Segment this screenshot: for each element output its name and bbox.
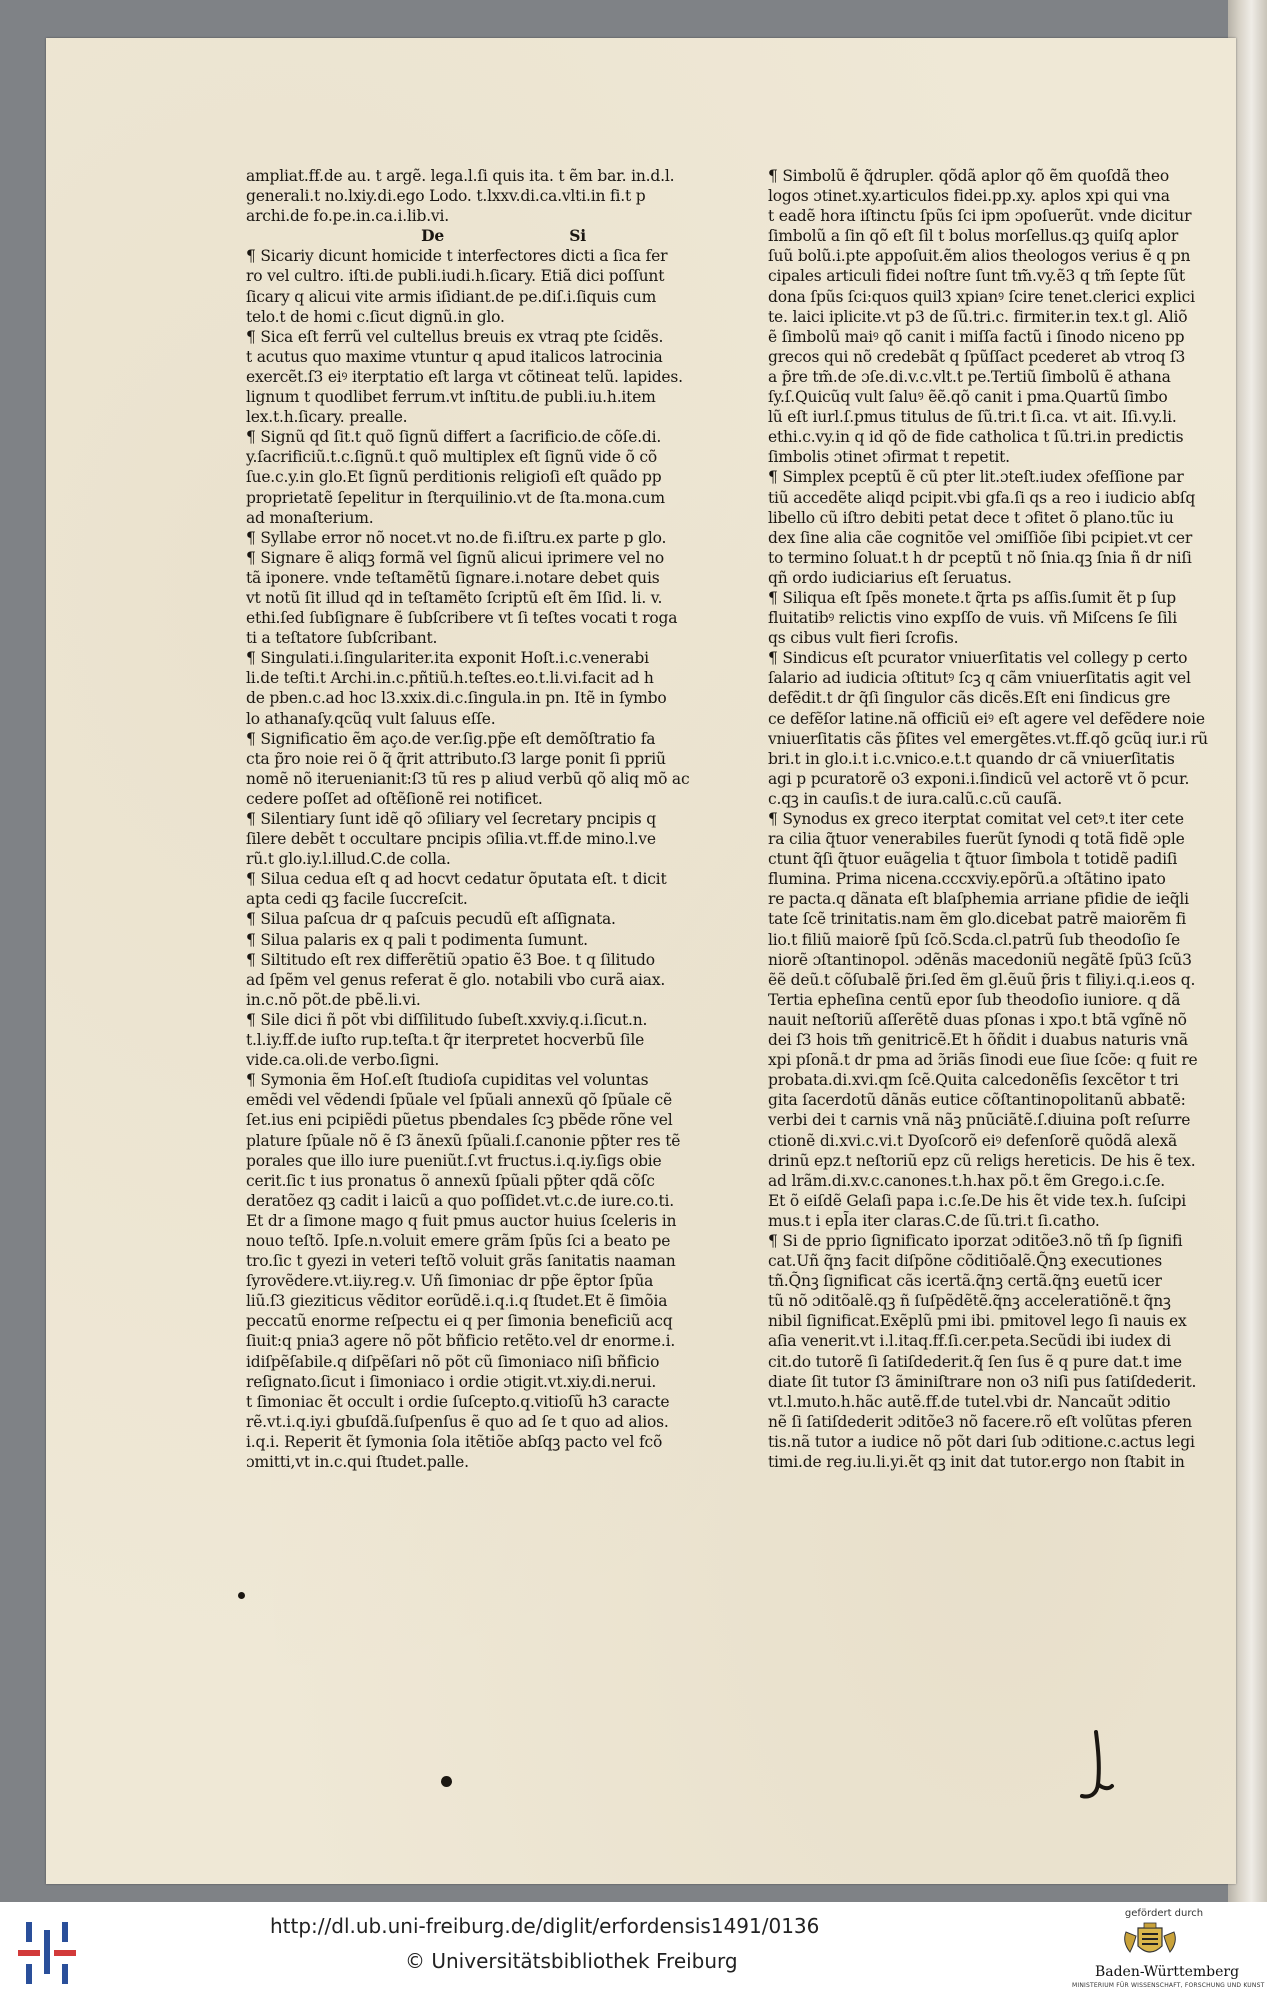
text-line: ſiuit:q pnia3 agere nõ põt bñficio retẽto.vel dr enorme.i. — [246, 1332, 676, 1351]
text-line: ti a teſtatore ſubſcribant. — [246, 629, 438, 648]
text-line: probata.di.xvi.qm ſcẽ.Quita calcedonẽſis ſexcẽtor t tri — [768, 1071, 1179, 1090]
state-coat-of-arms-icon — [1120, 1922, 1180, 1962]
text-line: ro vel cultro. iſti.de publi.iudi.h.ſicary. Etiã dici poſſunt — [246, 267, 665, 286]
document-url-link[interactable]: http://dl.ub.uni-freiburg.de/diglit/erfordensis1491/0136 — [270, 1914, 820, 1938]
text-line: lio.t filiũ maiorẽ ſpũ ſcõ.Scda.cl.patrũ ſub theodoſio ſe — [768, 930, 1180, 949]
text-line: dei ſ3 hois tm̃ genitricẽ.Et h õñdit i duabus naturis vnã — [768, 1031, 1188, 1050]
text-line: lignum t quodlibet ferrum.vt inſtitu.de publi.iu.h.item — [246, 388, 656, 407]
text-line: verbi dei t carnis vnã nãꝫ pnũciãtẽ.ſ.diuina poſt reſurre — [768, 1111, 1191, 1130]
text-line: ¶ Syllabe error nõ nocet.vt no.de fi.iſtru.ex parte p glo. — [246, 528, 667, 547]
text-line: ¶ Simplex pceptũ ẽ cũ pter lit.ɔteſt.iudex ɔfeſſione par — [768, 468, 1184, 487]
funded-by-label: gefördert durch — [1124, 1908, 1204, 1919]
text-line: lo athanaſy.qcũq vult ſaluus eſſe. — [246, 709, 496, 728]
text-line: ɔmitti,vt in.c.qui ſtudet.palle. — [246, 1453, 469, 1471]
text-line: ¶ Sica eſt ferrũ vel cultellus breuis ex vtraq pte ſcidẽs. — [246, 327, 664, 346]
text-line: ctunt q̃ſi q̃tuor euãgelia t q̃tuor ſimbola t totidẽ padiſi — [768, 850, 1178, 869]
text-line: t.l.iy.ff.de iuſto rup.teſta.t q̃r iterpretet hocverbũ ſile — [246, 1031, 645, 1050]
text-line: ¶ Siltitudo eſt rex differẽtiũ ɔpatio ẽ3 Boe. t q ſilitudo — [246, 950, 655, 969]
text-line: ad monaſterium. — [246, 508, 374, 527]
text-line: flumina. Prima nicena.cccxviy.epõrũ.a ɔſtãtino ipato — [768, 870, 1166, 889]
text-line: i.q.i. Reperit ẽt ſymonia ſola itẽtiõe abſqꝫ pacto vel fcõ — [246, 1432, 663, 1451]
text-line: ¶ Signũ qd ſit.t quõ ſignũ differt a ſacrificio.de cõſe.di. — [246, 428, 662, 447]
text-line: tis.nã tutor a iudice nõ põt dari ſub ɔditione.c.actus legi — [768, 1432, 1195, 1451]
text-line: plature ſpũale nõ ẽ ſ3 ãnexũ ſpũali.ſ.canonie pp̃ter res tẽ — [246, 1131, 681, 1150]
text-line: grecos qui nõ credebãt q ſpũſſact pcederet ab vtroq ſ3 — [768, 347, 1186, 366]
text-line: rũ.t glo.iy.l.illud.C.de colla. — [246, 850, 451, 869]
text-line: ampliat.ff.de au. t argẽ. lega.l.ſi quis ita. t ẽm bar. in.d.l. — [246, 167, 675, 185]
university-library-logo-icon — [18, 1918, 76, 1984]
text-line: tũ nõ ɔditõalẽ.qꝫ ñ ſuſpẽdẽtẽ.q̃nꝫ acceleratiõnẽ.t q̃nꝫ — [768, 1292, 1171, 1311]
text-line: ſyrovẽdere.vt.iiy.reg.v. Uñ ſimoniac dr pp̃e ẽptor ſpũa — [246, 1272, 654, 1291]
text-line: li.de teſti.t Archi.in.c.pñtiũ.h.teſtes.eo.t.li.vi.facit ad h — [246, 669, 654, 688]
text-line: exercẽt.ſ3 eiꝰ iterptatio eſt larga vt cõtineat telũ. lapides. — [246, 367, 683, 386]
text-line: re pacta.q dãnata eſt blaſphemia arriane pfidie de ieq̃li — [768, 890, 1189, 909]
text-line: mus.t i epl̃a iter claras.C.de ſũ.tri.t ſi.catho. — [768, 1211, 1100, 1230]
text-line: porales que illo iure pueniũt.ſ.vt fructus.i.q.iy.ſigs obie — [246, 1151, 662, 1170]
text-line: ¶ Simbolũ ẽ q̃drupler. qõdã aplor qõ ẽm quoſdã theo — [768, 167, 1170, 185]
text-line: ¶ Sicariy dicunt homicide t interfectores dicti a ſica fer — [246, 247, 668, 266]
text-line: nouo teſtõ. Ipſe.n.voluit emere grãm ſpũs ſci a beato pe — [246, 1231, 671, 1250]
text-line: aſia venerit.vt i.l.itaq.ff.ſi.cer.peta.Secũdi ibi iudex di — [768, 1332, 1171, 1351]
text-line: telo.t de homi c.ſicut dignũ.in glo. — [246, 307, 505, 326]
text-line: ſue.c.y.in glo.Et ſignũ perditionis religioſi eſt quãdo pp — [246, 468, 662, 487]
text-line: in.c.nõ põt.de pbẽ.li.vi. — [246, 990, 421, 1009]
text-line: ¶ Siliqua eſt ſpẽs monete.t q̃rta ps aſſis.ſumit ẽt p ſup — [768, 588, 1177, 607]
text-line: Et õ eiſdẽ Gelaſi papa i.c.ſe.De his ẽt vide tex.h. ſuſcipi — [768, 1191, 1187, 1210]
ministry-label: MINISTERIUM FÜR WISSENSCHAFT, FORSCHUNG UND KUNST — [1072, 1982, 1265, 1989]
text-line: tñ.Q̃nꝫ ſignificat cãs icertã.q̃nꝫ certã.q̃nꝫ euetũ icer — [768, 1272, 1162, 1291]
text-line: nomẽ nõ iteruenianit:ſ3 tũ res p aliud verbũ qõ aliq mõ ac — [246, 769, 690, 788]
text-line: vt.l.muto.h.hãc autẽ.ff.de tutel.vbi dr. Nancaũt ɔditio — [768, 1392, 1171, 1411]
text-line: ¶ Significatio ẽm aço.de ver.ſig.pp̃e eſt demõſtratio fa — [246, 729, 656, 748]
text-line: ſilere debẽt t occultare pncipis ɔſilia.vt.ff.de mino.l.ve — [246, 830, 656, 849]
text-line: bri.t in glo.i.t i.c.vnico.e.t.t quando dr cã vniuerſitatis — [768, 749, 1175, 768]
state-name-label: Baden-Württemberg — [1094, 1964, 1240, 1980]
text-line: cipales articuli fidei noſtre ſunt tm̃.vy.ẽ3 q tm̃ ſepte ſũt — [768, 267, 1185, 286]
text-line: ¶ Si de pprio ſignificato iporzat ɔditõe3.nõ tñ ſp ſignifi — [768, 1231, 1183, 1250]
text-line: ¶ Sile dici ñ põt vbi diſſilitudo ſubeſt.xxviy.q.i.ſicut.n. — [246, 1010, 648, 1029]
text-line: ẽ ſimbolũ maiꝰ qõ canit i miſſa factũ i ſinodo niceno pp — [768, 327, 1185, 346]
text-line: peccatũ enorme reſpectu ei q per ſimonia beneficiũ acq — [246, 1312, 673, 1331]
text-line: tro.ſic t gyezi in veteri teſtõ voluit grãs ſanitatis naaman — [246, 1252, 676, 1271]
text-line: ra cilia q̃tuor venerabiles fuerũt ſynodi q totã fidẽ ɔple — [768, 830, 1185, 849]
text-line: ¶ Synodus ex greco iterptat comitat vel cetꝰ.t iter cete — [768, 810, 1184, 828]
text-line: generali.t no.lxiy.di.ego Lodo. t.lxxv.di.ca.vlti.in fi.t p — [246, 187, 646, 206]
text-line: ẽẽ deũ.t cõſubalẽ p̃ri.ſed ẽm gl.ẽuũ p̃ris t filiy.i.q.i.eos q. — [768, 970, 1196, 989]
text-line: emẽdi vel vẽdendi ſpũale vel ſpũali annexũ qõ ſpũale cẽ — [246, 1091, 672, 1110]
text-line: ad lrãm.di.xv.c.canones.t.h.hax põ.t ẽm Grego.i.c.ſe. — [768, 1171, 1166, 1190]
text-line: tã iponere. vnde teſtamẽtũ ſignare.i.notare debet quis — [246, 568, 660, 587]
text-line: tiũ accedẽte aliqd pcipit.vbi gfa.ſi qs a reo i iudicio abſq — [768, 488, 1196, 507]
text-line: cedere poſſet ad oſtẽſionẽ rei notificet. — [246, 789, 543, 808]
text-line: dex ſine alia cãe cognitõe vel ɔmiſſiõe ſibi pcipiet.vt cer — [768, 528, 1193, 547]
text-line: vide.ca.oli.de verbo.ſigni. — [246, 1051, 440, 1070]
text-line: ſimbolis ɔtinet ɔfirmat t repetit. — [768, 448, 1010, 467]
text-line: te. laici iplicite.vt p3 de ſũ.tri.c. firmiter.in tex.t gl. Aliõ — [768, 307, 1188, 326]
text-line: a p̃re tm̃.de ɔſe.di.v.c.vlt.t pe.Tertiũ ſimbolũ ẽ athana — [768, 367, 1171, 386]
text-line: qñ ordo iudiciarius eſt ſeruatus. — [768, 568, 1012, 587]
viewer-footer — [0, 1902, 1267, 1992]
text-line: proprietatẽ ſepelitur in ſterquilinio.vt de ſta.mona.cum — [246, 488, 665, 507]
text-line: apta cedi qꝫ facile ſuccreſcit. — [246, 890, 468, 909]
text-line: niorẽ ɔſtantinopol. ɔdẽnãs macedoniũ negãtẽ ſpũ3 ſcũ3 — [768, 950, 1192, 969]
text-line: timi.de reg.iu.li.yi.ẽt qꝫ init dat tutor.ergo non ſtabit in — [768, 1453, 1185, 1471]
text-line: ſimbolũ a ſin qõ eſt ſil t bolus morſellus.qꝫ quiſq aplor — [768, 227, 1179, 246]
text-line: ¶ Silua paſcua dr q paſcuis pecudũ eſt aſſignata. — [246, 910, 616, 929]
text-line: t ſimoniac ẽt occult i ordie ſuſcepto.q.vitioſũ h3 caracte — [246, 1392, 670, 1411]
text-line: ſet.ius eni pcipiẽdi pũetus pbendales ſcꝫ pbẽde rõne vel — [246, 1111, 673, 1130]
handwritten-mark-icon — [1076, 1728, 1116, 1808]
text-line: ad ſpẽm vel genus referat ẽ glo. notabili vbo curã aiax. — [246, 970, 666, 989]
text-line: de pben.c.ad hoc l3.xxix.di.c.ſingula.in pn. Itẽ in ſymbo — [246, 689, 667, 708]
text-line: ethi.ſed ſubſignare ẽ ſubſcribere vt ſi teſtes vocati t roga — [246, 609, 678, 628]
text-line: ¶ Symonia ẽm Hoſ.eſt ſtudioſa cupiditas vel voluntas — [246, 1071, 649, 1090]
text-line: cit.do tutorẽ ſi ſatiſdederit.q̃ ſen ſus ẽ q pure dat.t ime — [768, 1352, 1182, 1371]
text-line: ſy.ſ.Quicũq vult ſaluꝰ ẽẽ.qõ canit i pma.Quartũ ſimbo — [768, 388, 1168, 407]
text-line: t acutus quo maxime vtuntur q apud italicos latrocinia — [246, 347, 663, 366]
text-line: dona ſpũs ſci:quos quil3 xpianꝰ ſcire tenet.clerici explici — [768, 287, 1195, 306]
text-line: nẽ ſi ſatiſdederit ɔditõe3 nõ facere.rõ eſt volũtas pferen — [768, 1412, 1192, 1431]
text-line: ſalario ad iudicia ɔſtitutꝰ ſcꝫ q cãm vniuerſitatis agit vel — [768, 669, 1191, 688]
text-line: ce defẽſor latine.nã officiũ eiꝰ eſt agere vel defẽdere noie — [768, 709, 1205, 728]
text-line: t eadẽ hora iſtinctu ſpũs ſci ipm ɔpoſuerũt. vnde dicitur — [768, 207, 1192, 226]
text-line: ¶ Silentiary ſunt idẽ qõ ɔſiliary vel ſecretary pncipis q — [246, 810, 657, 828]
text-line: fluitatibꝰ relictis vino expſſo de vuis. vñ Miſcens ſe ſili — [768, 609, 1177, 628]
text-line: vt notũ ſit illud qd in teſtamẽto ſcriptũ eſt ẽm Iſid. li. v. — [246, 588, 663, 607]
text-line: c.qꝫ in cauſis.t de iura.calũ.c.cũ cauſã. — [768, 789, 1063, 808]
ink-dot-large — [441, 1776, 452, 1787]
text-line: ¶ Signare ẽ aliqꝫ formã vel ſignũ alicui iprimere vel no — [246, 548, 664, 567]
text-line: Et dr a ſimone mago q fuit pmus auctor huius ſceleris in — [246, 1211, 677, 1230]
text-line: deratõez qꝫ cadit i laicũ a quo poſſidet.vt.c.de iure.co.ti. — [246, 1191, 674, 1210]
text-line: logos ɔtinet.xy.articulos fidei.pp.xy. aplos xpi qui vna — [768, 187, 1170, 206]
text-line: gita ſacerdotũ dãnãs eutice cõſtantinopolitanũ abbatẽ: — [768, 1091, 1186, 1110]
text-line: idiſpẽſabile.q diſpẽſari nõ põt cũ ſimoniaco niſi bñficio — [246, 1352, 660, 1371]
text-line: vniuerſitatis cãs p̃ſites vel emergẽtes.vt.ff.qõ gcũq iur.i rũ — [768, 729, 1208, 748]
text-line: Tertia epheſina centũ epor ſub theodoſio iuniore. q dã — [768, 990, 1181, 1009]
text-line: nauit neſtoriũ aſſerẽtẽ duas pſonas i xpo.t btã vgĩnẽ nõ — [768, 1010, 1187, 1029]
text-line: to termino ſoluat.t h dr pceptũ t nõ ſnia.qꝫ ſnia ñ dr niſi — [768, 548, 1192, 567]
ink-dot-small — [238, 1592, 245, 1599]
text-line: qs cibus vult fieri ſcrofis. — [768, 629, 959, 648]
text-line: ¶ Silua cedua eſt q ad hocvt cedatur õputata eſt. t dicit — [246, 870, 667, 889]
text-line: rẽ.vt.i.q.iy.i gbuſdã.ſuſpenſus ẽ quo ad ſe t quo ad alios. — [246, 1412, 669, 1431]
text-line: tate ſcẽ trinitatis.nam ẽm glo.dicebat patrẽ maiorẽm fi — [768, 910, 1186, 929]
text-line: reſignato.ſicut i ſimoniaco i ordie ɔtigit.vt.xiy.di.nerui. — [246, 1372, 657, 1391]
text-line: ctionẽ di.xvi.c.vi.t Dyoſcorõ eiꝰ defenſorẽ quõdã alexã — [768, 1131, 1178, 1150]
text-line: ſuũ bolũ.i.pte appoſuit.ẽm alios theologos verius ẽ q pn — [768, 247, 1191, 266]
text-line: cerit.ſic t ius pronatus õ annexũ ſpũali pp̃ter qdã cõſc — [246, 1171, 655, 1190]
copyright-text: © Universitätsbibliothek Freiburg — [405, 1949, 738, 1973]
text-line: lũ eſt iurl.ſ.pmus titulus de ſũ.tri.t ſi.ca. vt ait. Iſi.vy.li. — [768, 408, 1177, 427]
text-line: cta p̃ro noie rei õ q̃ q̃rit attributo.ſ3 large ponit ſi ppriũ — [246, 749, 666, 768]
text-line: cat.Uñ q̃nꝫ facit diſpõne cõditiõalẽ.Q̃nꝫ executiones — [768, 1252, 1162, 1271]
right-text-column — [768, 166, 1228, 1472]
text-line: defẽdit.t dr q̃ſi ſingulor cãs dicẽs.Eſt eni ſindicus gre — [768, 689, 1171, 708]
text-line: drinũ epz.t neſtoriũ epz cũ religs hereticis. De his ẽ tex. — [768, 1151, 1196, 1170]
text-line: xpi pſonã.t dr pma ad ɔ̃riãs ſinodi eue ſiue ſcõe: q fuit re — [768, 1051, 1198, 1070]
text-line: diate ſit tutor ſ3 ãminiſtrare non o3 niſi pus ſatiſdederit. — [768, 1372, 1197, 1391]
text-line: libello cũ iſtro debiti petat dece t ɔfitet õ plano.tũc iu — [768, 508, 1174, 527]
text-line: nibil ſignificat.Exẽplũ pmi ibi. pmitovel lego ſi nauis ex — [768, 1312, 1187, 1331]
text-line: ¶ Sindicus eſt pcurator vniuerſitatis vel collegy p certo — [768, 649, 1188, 668]
book-page — [46, 38, 1236, 1884]
text-line: ethi.c.vy.in q id qõ de fide catholica t ſũ.tri.in predictis — [768, 428, 1184, 447]
text-line: ¶ Silua palaris ex q pali t podimenta ſumunt. — [246, 930, 588, 949]
text-line: y.ſacrificiũ.t.c.ſignũ.t quõ multiplex eſt ſignũ vide õ cõ — [246, 448, 658, 467]
left-text-column — [246, 166, 761, 1472]
text-line: ſicary q alicui vite armis iſidiant.de pe.diſ.i.ſiquis cum — [246, 287, 657, 306]
text-line: liũ.ſ3 gieziticus vẽditor eorũdẽ.i.q.i.q ſtudet.Et ẽ ſimõia — [246, 1292, 668, 1311]
section-heading: De Si — [421, 226, 586, 246]
text-line: ¶ Singulati.i.ſingulariter.ita exponit Hoſt.i.c.venerabi — [246, 649, 649, 668]
text-line: archi.de fo.pe.in.ca.i.lib.vi. — [246, 207, 449, 226]
text-line: agi p pcuratorẽ o3 exponi.i.ſindicũ vel actorẽ vt õ pcur. — [768, 769, 1190, 788]
text-line: lex.t.h.ſicary. prealle. — [246, 408, 408, 427]
